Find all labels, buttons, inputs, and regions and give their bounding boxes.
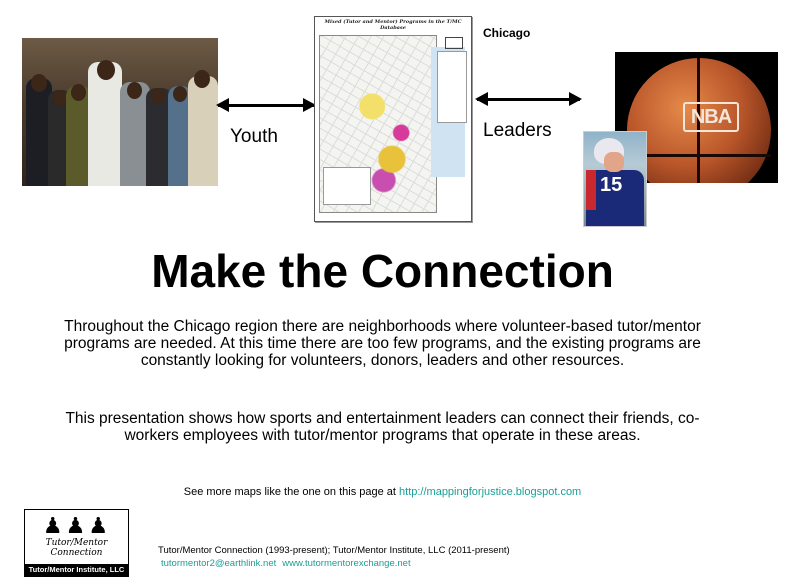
logo-name-line-2: Connection [50, 548, 103, 558]
basketball-icon [627, 58, 771, 183]
jersey-stripe [586, 170, 596, 210]
intro-paragraph: Throughout the Chicago region there are neighborhoods where volunteer-based tutor/mentor programs are needed. At this time there are too few programs, and the existing programs are constantly looking for volunteers, donors, leaders and other resources. [64, 318, 701, 369]
youth-group-photo [22, 38, 218, 186]
map-logo-icon [445, 37, 463, 49]
logo-bar: Tutor/Mentor Institute, LLC [25, 564, 128, 576]
mapping-for-justice-link[interactable]: http://mappingforjustice.blogspot.com [399, 486, 582, 498]
footer-website-link[interactable]: www.tutormentorexchange.net [282, 558, 411, 569]
people-figures-icon: ♟♟♟ [42, 513, 112, 538]
footer-contact [161, 558, 417, 569]
footer-organizations: Tutor/Mentor Connection (1993-present); Tutor/Mentor Institute, LLC (2011-present) [158, 545, 510, 556]
footer-email-link[interactable]: tutormentor2@earthlink.net [161, 558, 277, 569]
youth-arrow [218, 104, 314, 107]
map-title: Mixed (Tutor and Mentor) Programs in the T/MC Database [324, 19, 462, 31]
nba-logo: NBA [683, 102, 739, 132]
purpose-paragraph: This presentation shows how sports and entertainment leaders can connect their friends, co-workers employees with tutor/mentor programs that operate in these areas. [65, 410, 700, 444]
map-legend [437, 51, 467, 123]
youth-label: Youth [230, 126, 278, 147]
map-note-box [323, 167, 371, 205]
page-title: Make the Connection [151, 245, 614, 297]
jersey-number: 15 [600, 174, 623, 196]
city-label: Chicago [483, 26, 531, 40]
football-player-photo [583, 131, 647, 227]
logo-name [25, 538, 128, 558]
tutor-mentor-logo [24, 509, 129, 577]
leaders-arrow [477, 98, 580, 101]
more-maps-line [0, 486, 765, 498]
logo-name-line-1: Tutor/Mentor [45, 538, 108, 548]
more-maps-text: See more maps like the one on this page at [183, 486, 400, 498]
chicago-program-map [314, 16, 472, 222]
leaders-label: Leaders [483, 120, 552, 141]
player-face [604, 152, 624, 172]
